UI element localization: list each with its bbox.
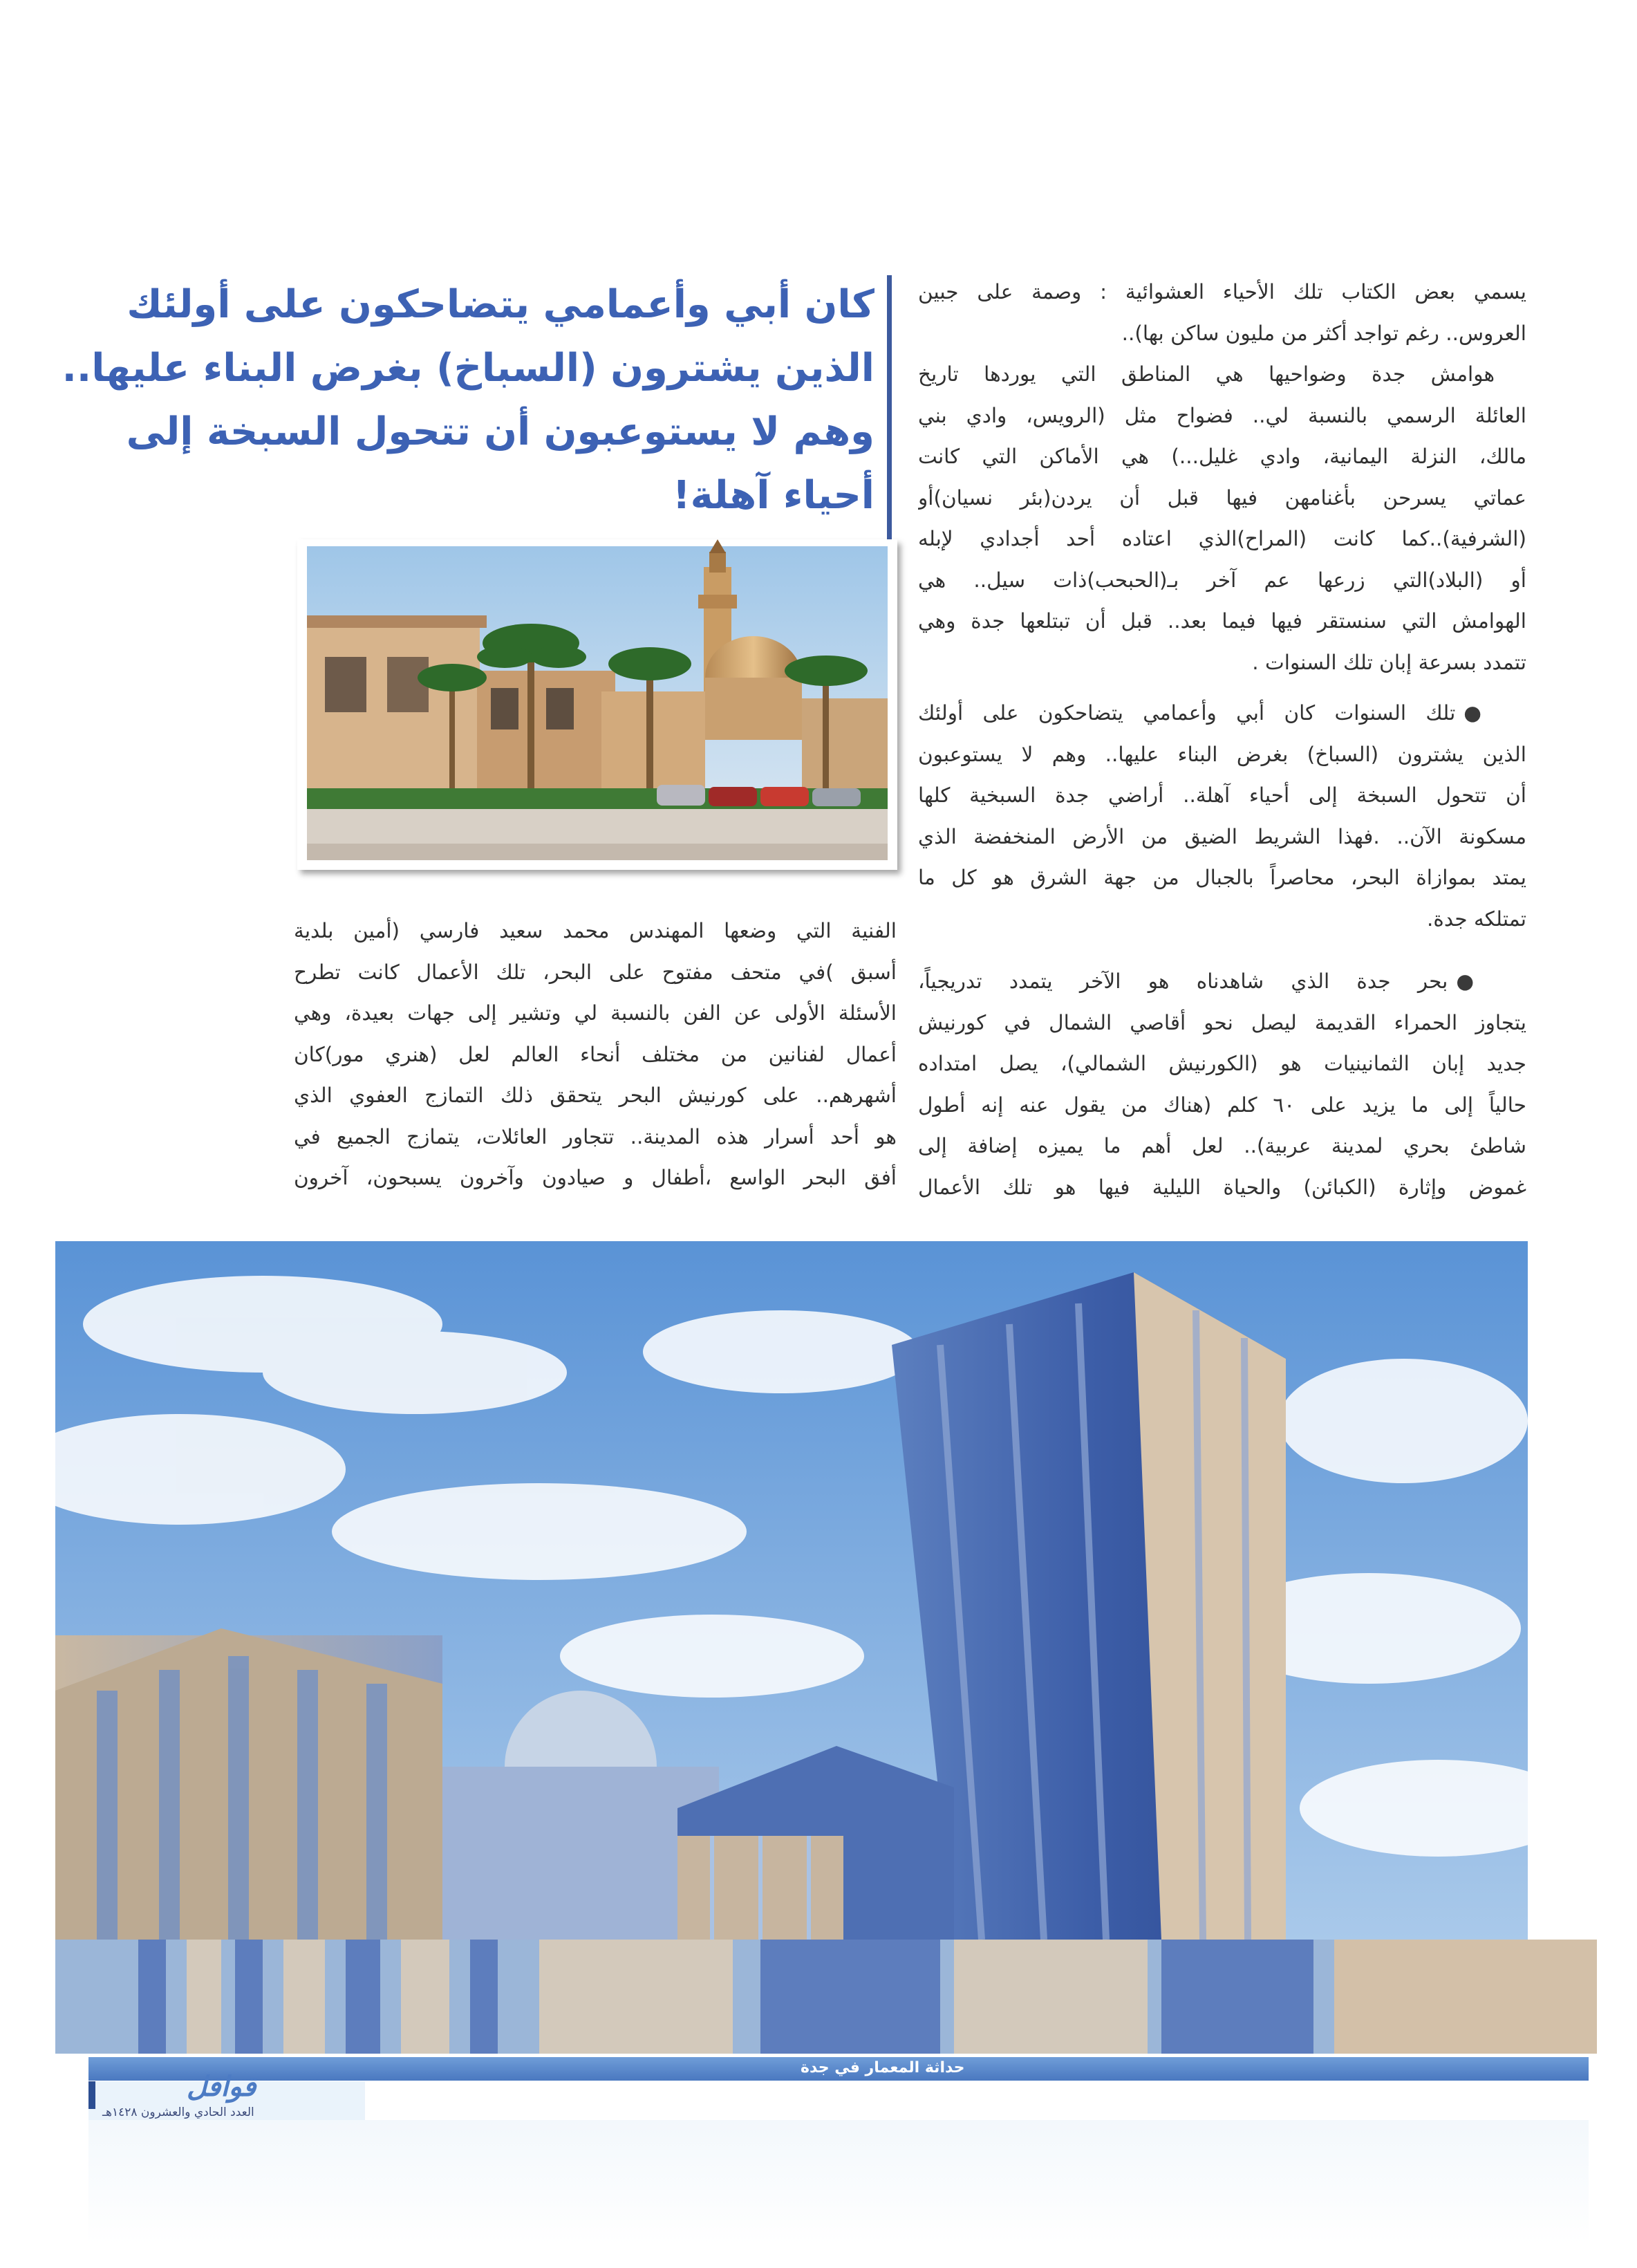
text-line: شاطئ بحري لمدينة عربية).. لعل أهم ما يميزه إضافة إلى bbox=[918, 1134, 1526, 1158]
photo-strip bbox=[55, 1940, 1597, 2054]
footer-bar bbox=[88, 2057, 1589, 2081]
article-paragraph-2 bbox=[918, 693, 1526, 940]
text-line-content: بحر جدة الذي شاهدناه هو الآخر يتمدد تدريجياً، bbox=[918, 969, 1448, 993]
text-line: يتجاوز الحمراء القديمة ليصل نحو أقاصي الشمال في كورنيش bbox=[918, 1010, 1526, 1034]
text-line: العائلة الرسمي بالنسبة لي.. فضواح مثل (الرويس، وادي بني bbox=[918, 403, 1526, 427]
text-line: الذين يشترون (السباخ) بغرض البناء عليها.. وهم لا يستوعبون bbox=[918, 742, 1526, 766]
text-line: غموض وإثارة (الكبائن) والحياة الليلية فيها هو تلك الأعمال bbox=[918, 1175, 1526, 1199]
text-line: (الشرفية)..كما كانت (المراح)الذي اعتاده أحد أجدادي لإبله bbox=[918, 527, 1526, 550]
text-line: الفنية التي وضعها المهندس محمد سعيد فارسي (أمين بلدية bbox=[294, 919, 897, 942]
text-line: مالك، النزلة اليمانية، وادي غليل...) هي الأماكن التي كانت bbox=[918, 445, 1526, 468]
text-line: مسكونة الآن.. .فهذا الشريط الضيق من الأرض المنخفضة الذي bbox=[918, 824, 1526, 848]
text-line: أو (البلاد)التي زرعها عم آخر بـ(الحبحب)ذات سيل.. هي bbox=[918, 568, 1526, 592]
text-line: هو أحد أسرار هذه المدينة.. تتجاور العائلات، يتمازج الجميع في bbox=[294, 1124, 897, 1149]
page-marker bbox=[88, 2081, 95, 2109]
footer-background bbox=[88, 2120, 1589, 2244]
pull-quote-line: وهم لا يستوعبون أن تتحول السبخة إلى bbox=[126, 409, 874, 454]
text-line bbox=[918, 961, 1526, 1003]
text-line: تتمدد بسرعة إبان تلك السنوات . bbox=[1252, 650, 1526, 674]
text-line: أفق البحر الواسع ،أطفال و صيادون وآخرون يسبحون، آخرون bbox=[294, 1166, 897, 1189]
bullet-icon: ● bbox=[1463, 701, 1495, 725]
pull-quote-line: كان أبي وأعمامي يتضاحكون على أولئك bbox=[127, 282, 874, 327]
text-line: عماتي يسرحن بأغنامهن فيها قبل أن يردن(بئر نسيان)أو bbox=[918, 485, 1526, 510]
text-line: حالياً إلى ما يزيد على ٦٠ كلم (هناك من يقول عنه إنه أطول bbox=[918, 1093, 1526, 1117]
text-line bbox=[918, 693, 1526, 734]
text-line: الأسئلة الأولى عن الفن بالنسبة لي وتشير إلى جهات بعيدة، وهي bbox=[294, 1001, 897, 1025]
text-line: تمتلكه جدة. bbox=[1427, 907, 1526, 931]
text-line: العروس.. رغم تواجد أكثر من مليون ساكن بها).. bbox=[1121, 321, 1526, 345]
text-line: جديد إبان الثمانينيات هو (الكورنيش الشمالي)، يصل امتداده bbox=[918, 1052, 1526, 1075]
text-line: هوامش جدة وضواحيها هي المناطق التي يوردها تاريخ bbox=[918, 362, 1495, 386]
pull-quote bbox=[62, 273, 874, 528]
section-name: حداثة المعمار في جدة bbox=[801, 2059, 965, 2076]
towers-photo bbox=[55, 1241, 1528, 1940]
text-line: يمتد بموازاة البحر، محاصراً بالجبال من جهة الشرق هو كل ما bbox=[918, 866, 1526, 889]
text-line: يسمي بعض الكتاب تلك الأحياء العشوائية : وصمة على جبين bbox=[918, 280, 1526, 304]
text-line: أعمال لفنانين من مختلف أنحاء العالم لعل (هنري مور)كان bbox=[294, 1042, 897, 1066]
issue-label: العدد الحادي والعشرون ١٤٢٨هـ bbox=[102, 2106, 254, 2119]
article-paragraph-3 bbox=[918, 961, 1526, 1208]
text-line: أسبق )في متحف مفتوح على البحر، تلك الأعمال كانت تطرح bbox=[294, 960, 897, 984]
article-paragraph-left bbox=[294, 911, 897, 1199]
text-line-content: تلك السنوات كان أبي وأعمامي يتضاحكون على أولئك bbox=[918, 701, 1456, 725]
text-line: الهوامش التي سنستقر فيها فيما بعد.. قبل أن تبتلعها جدة وهي bbox=[918, 609, 1526, 633]
text-line: أن تتحول السبخة إلى أحياء آهلة.. أراضي جدة السبخية كلها bbox=[918, 783, 1526, 807]
pull-quote-line: أحياء آهلة! bbox=[673, 473, 874, 518]
article-paragraph-1 bbox=[918, 272, 1526, 683]
text-line: أشهرهم.. على كورنيش البحر يتحقق ذلك التمازج العفوي الذي bbox=[294, 1084, 897, 1107]
pull-quote-line: الذين يشترون (السباخ) بغرض البناء عليها.. bbox=[62, 346, 874, 391]
bullet-icon: ● bbox=[1456, 969, 1495, 993]
street-photo bbox=[297, 539, 897, 870]
magazine-logo: قوافل bbox=[187, 2071, 256, 2103]
pull-quote-bar bbox=[887, 275, 892, 546]
